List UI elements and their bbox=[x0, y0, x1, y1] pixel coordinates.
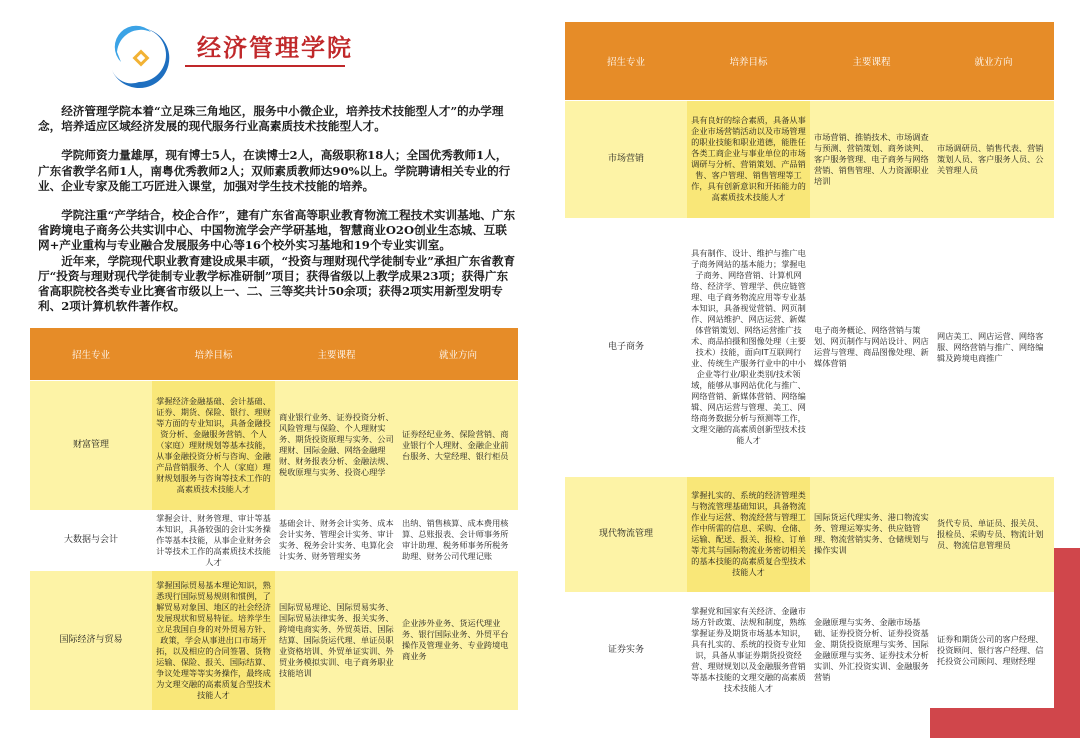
jobs-cell: 网店美工、网店运营、网络客服、网络营销与推广、网络编辑及跨境电商推广 bbox=[933, 218, 1054, 476]
table-header-row bbox=[565, 22, 1054, 100]
jobs-cell: 市场调研员、销售代表、营销策划人员、客户服务人员、公关管理人员 bbox=[933, 100, 1054, 218]
major-cell: 市场营销 bbox=[565, 100, 687, 218]
intro-paragraph: 近年来，学院现代职业教育建设成果丰硕，“投资与理财现代学徒制专业”承担广东省教育厅“投资与理财现代学徒制专业教学标准研制”项目；获得省级以上教学成果23项；获得广东省高职院校各类专业比赛省市级以上一、二、三等奖共计50余项；获得2项实用新型发明专利、2项计算机软件著作权。 bbox=[38, 253, 516, 314]
table-row bbox=[30, 380, 518, 510]
jobs-cell: 货代专员、单证员、报关员、报检员、采购专员、物流计划员、物流信息管理员 bbox=[933, 476, 1054, 592]
col-header-courses: 主要课程 bbox=[275, 328, 398, 380]
courses-cell: 金融原理与实务、金融市场基础、证券投资分析、证券投资基金、期货投资原理与实务、国际金融原理与实务、证券技术分析实训、外汇投资实训、金融服务营销 bbox=[810, 592, 933, 708]
intro-paragraph: 学院师资力量雄厚，现有博士5人，在读博士2人，高级职称18人；全国优秀教师1人，广东省教学名师1人，南粤优秀教师2人；双师素质教师达90%以上。学院聘请相关专业的行业、企业专家及能工巧匠进入课堂，加强对学生技术技能的培养。 bbox=[38, 148, 511, 193]
title-underline bbox=[185, 65, 345, 67]
major-cell: 国际经济与贸易 bbox=[30, 570, 152, 710]
table-row bbox=[30, 510, 518, 570]
intro-paragraph: 学院注重“产学结合，校企合作”，建有广东省高等职业教育物流工程技术实训基地、广东省跨境电子商务公共实训中心、中国物流学会产学研基地，智慧商业O2O创业生态城、互联网+产业重构与专业融合发展服务中心等16个校外实习基地和19个专业实训室。 bbox=[38, 208, 516, 253]
jobs-cell: 证券经纪业务、保险营销、商业银行个人理财、金融企业前台服务、大堂经理、银行柜员 bbox=[398, 380, 518, 510]
courses-cell: 国际货运代理实务、港口物流实务、管理运筹实务、供应链管理、物流营销实务、仓储规划与操作实训 bbox=[810, 476, 933, 592]
col-header-jobs: 就业方向 bbox=[933, 22, 1054, 100]
major-cell: 财富管理 bbox=[30, 380, 152, 510]
col-header-goal: 培养目标 bbox=[152, 328, 275, 380]
goal-cell: 具有良好的综合素质，具备从事企业市场营销活动以及市场管理的职业技能和职业道德，能胜任各类工商企业与事业单位的市场调研与分析、营销策划、产品销售、客户管理、销售管理等工作，具有创新意识和开拓能力的高素质技术技能人才 bbox=[687, 100, 810, 218]
courses-cell: 市场营销、推销技术、市场调查与预测、营销策划、商务谈判、客户服务管理、电子商务与网络营销、销售管理、人力资源职业培训 bbox=[810, 100, 933, 218]
goal-cell: 掌握国际贸易基本理论知识，熟悉现行国际贸易规则和惯例，了解贸易对象国、地区的社会经济发展现状和贸易特征。培养学生立足我国自身的对外贸易方针、政策，学会从事进出口市场开拓，以及相应的合同签署、货物运输、保险、报关、国际结算、争议处理等等实务操作，最终成为文理交融的高素质复合型技术技能人才 bbox=[152, 570, 275, 710]
goal-cell: 掌握党和国家有关经济、金融市场方针政策、法规和制度，熟练掌握证券及期货市场基本知识，具有扎实的、系统的投资专业知识，具备从事证券期货投资经营、理财规划以及金融服务营销等基本技能的文理交融的高素质技术技能人才 bbox=[687, 592, 810, 708]
goal-cell: 具有制作、设计、维护与推广电子商务网站的基本能力；掌握电子商务、网络营销、计算机网络、经济学、管理学、供应链管理、电子商务物流应用等专业基本知识，具备视觉营销、网页制作、网站维护、网店运营、新媒体营销策划、网络运营推广技术、商品拍摄和图像处理（主要技术）技能，面向IT互联网行业、传统生产服务行业中的中小企业等行业/职业类别/技术领域，能够从事网站优化与推广、网络营销、新媒体营销、网络编辑、网店运营与管理、美工、网络商务数据分析与预测等工作，文理交融的高素质创新型技术技能人才 bbox=[687, 218, 810, 476]
major-cell: 现代物流管理 bbox=[565, 476, 687, 592]
major-cell: 大数据与会计 bbox=[30, 510, 152, 570]
table-row bbox=[565, 218, 1054, 476]
college-logo-icon bbox=[103, 22, 175, 94]
intro-text bbox=[38, 104, 516, 314]
courses-cell: 国际贸易理论、国际贸易实务、国际贸易法律实务、报关实务、跨境电商实务、外贸英语、国际结算、国际货运代理、单证员职业资格培训、外贸单证实训、外贸业务模拟实训、电子商务职业技能培训 bbox=[275, 570, 398, 710]
col-header-major: 招生专业 bbox=[565, 22, 687, 100]
jobs-cell: 出纳、销售核算、成本费用核算、总账报表、会计师事务所审计助理、税务师事务所税务助理、财务公司代理记账 bbox=[398, 510, 518, 570]
majors-table-left bbox=[30, 328, 518, 710]
major-cell: 电子商务 bbox=[565, 218, 687, 476]
courses-cell: 基础会计、财务会计实务、成本会计实务、管理会计实务、审计实务、税务会计实务、电算化会计实务、财务管理实务 bbox=[275, 510, 398, 570]
table-row bbox=[565, 100, 1054, 218]
courses-cell: 商业银行业务、证券投资分析、风险管理与保险、个人理财实务、期货投资原理与实务、公司理财、国际金融、网络金融理财、财务报表分析、金融法规、税收原理与实务、投资心理学 bbox=[275, 380, 398, 510]
jobs-cell: 证券和期货公司的客户经理、投资顾问、银行客户经理、信托投资公司顾问、理财经理 bbox=[933, 592, 1054, 708]
col-header-major: 招生专业 bbox=[30, 328, 152, 380]
goal-cell: 掌握经济金融基础、会计基础、证券、期货、保险、银行、理财等方面的专业知识，具备金融投资分析、金融服务营销、个人（家庭）理财规划等基本技能，从事金融投资分析与咨询、金融产品营销服务、个人（家庭）理财规划服务与咨询等技术工作的高素质技术技能人才 bbox=[152, 380, 275, 510]
table-row bbox=[565, 476, 1054, 592]
page-title: 经济管理学院 bbox=[197, 34, 353, 62]
intro-paragraph: 经济管理学院本着“立足珠三角地区，服务中小微企业，培养技术技能型人才”的办学理念，培养适应区域经济发展的现代服务行业高素质技术技能型人才。 bbox=[38, 104, 504, 134]
table-header-row bbox=[30, 328, 518, 380]
jobs-cell: 企业涉外业务、货运代理业务、银行国际业务、外贸平台操作及管理业务、专业跨境电商业务 bbox=[398, 570, 518, 710]
major-cell: 证券实务 bbox=[565, 592, 687, 708]
table-row bbox=[565, 592, 1054, 708]
col-header-courses: 主要课程 bbox=[810, 22, 933, 100]
col-header-goal: 培养目标 bbox=[687, 22, 810, 100]
table-row bbox=[30, 570, 518, 710]
majors-table-right bbox=[565, 22, 1054, 708]
col-header-jobs: 就业方向 bbox=[398, 328, 518, 380]
goal-cell: 掌握扎实的、系统的经济管理类与物流管理基础知识，具备物流作业与运营、物流经营与管理工作中所需的信息、采购、仓储、运输、配送、报关、报检、订单等尤其与国际物流业务密切相关的基本技能的高素质复合型技术技能人才 bbox=[687, 476, 810, 592]
courses-cell: 电子商务概论、网络营销与策划、网页制作与网站设计、网店运营与管理、商品图像处理、新媒体营销 bbox=[810, 218, 933, 476]
goal-cell: 掌握会计、财务管理、审计等基本知识，具备较强的会计实务操作等基本技能，从事企业财务会计等技术工作的高素质技术技能人才 bbox=[152, 510, 275, 570]
